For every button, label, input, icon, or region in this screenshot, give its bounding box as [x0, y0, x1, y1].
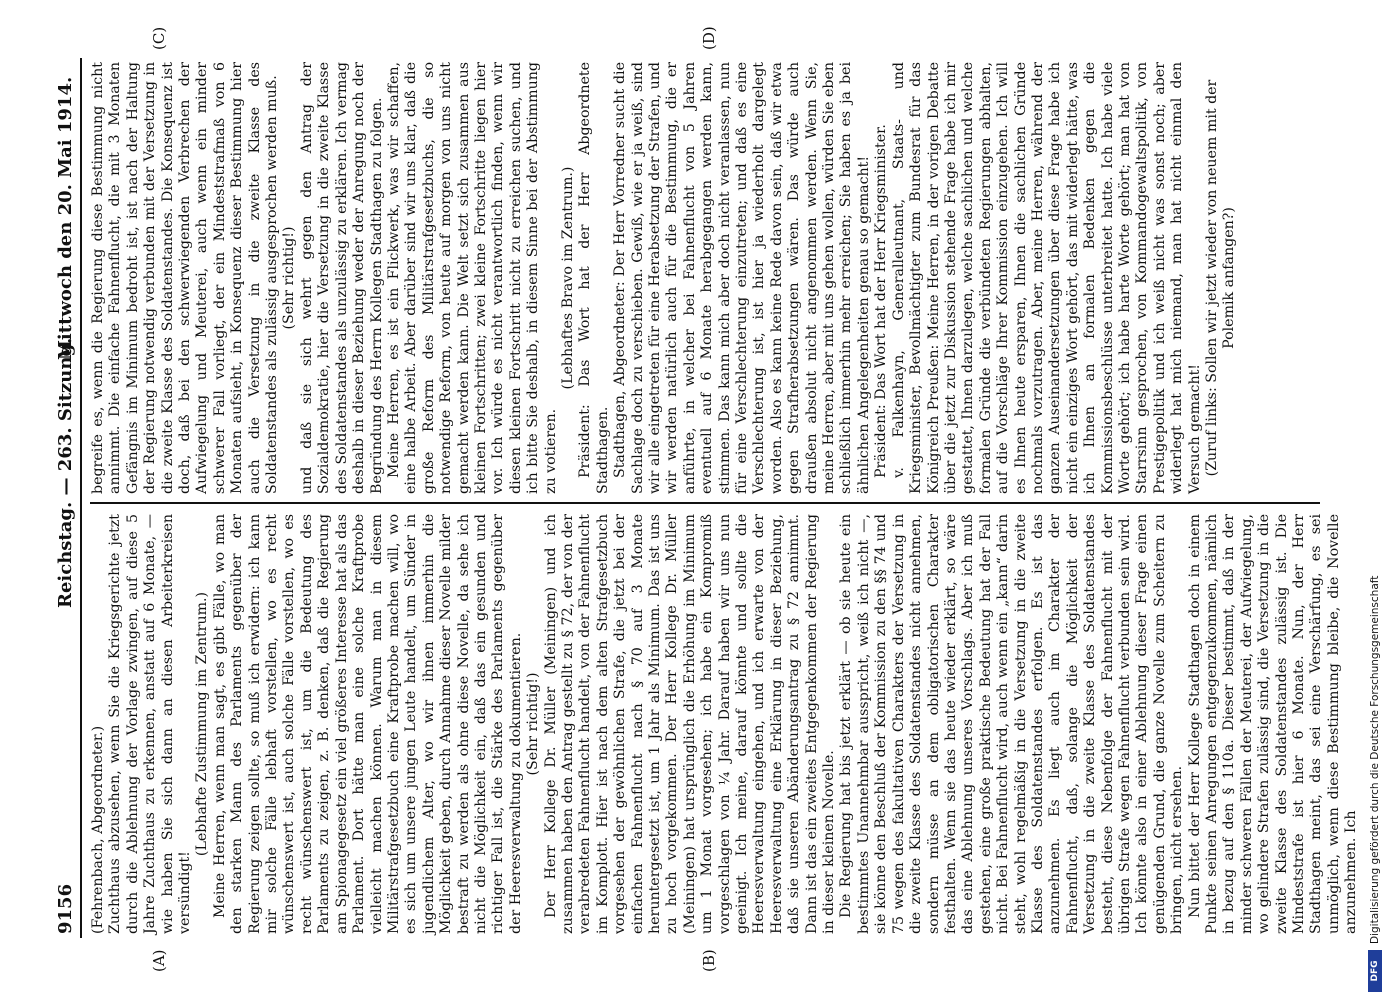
interjection: (Lebhaftes Bravo im Zentrum.)	[559, 166, 576, 390]
paragraph: Präsident: Das Wort hat der Herr Kriegsminister.	[873, 124, 890, 478]
margin-mark-d: (D)	[700, 26, 718, 50]
interjection: (Zuruf links: Sollen wir jetzt wieder von neuem mit der Polemik anfangen?)	[1204, 79, 1238, 477]
column-divider	[90, 502, 1320, 504]
page-header	[55, 0, 79, 1000]
margin-mark-c: (C)	[150, 26, 168, 50]
margin-mark-a: (A)	[150, 949, 168, 972]
paragraph: Präsident: Das Wort hat der Herr Abgeordnete Stadthagen.	[577, 62, 611, 494]
paragraph: Der Herr Kollege Dr. Müller (Meiningen) und ich zusammen haben den Antrag gestellt zu § 72, der von der verabredeten Fahnenflucht handelt, von der Fahnenflucht im Komplott. Hier ist nach dem alten Strafgesetzbuch vorgesehen der gewöhnlichen Strafe, die jetzt bei der einfachen Fahnenflucht nach § 70 auf 3 Monate heruntergesetzt ist, um 1 Jahr als Minimum. Das ist uns zu hoch vorgekommen. Der Herr Kollege Dr. Müller (Meiningen) hat ursprünglich die Erhöhung im Minimum um 1 Monat vorgesehen; ich habe ein Kompromiß vorgeschlagen von ¼ Jahr. Darauf haben wir uns nun geeinigt. Ich meine, darauf könnte und sollte die Heeresverwaltung eingehen, und ich erwarte von der Heeresverwaltung eine Erklärung in dieser Beziehung, daß sie unseren Abänderungsantrag zu § 72 annimmt. Dann ist das ein zweites Entgegenkommen der Regierung in dieser kleinen Novelle.	[542, 514, 838, 934]
paragraph: begreife es, wenn die Regierung diese Bestimmung nicht annimmt. Die einfache Fahnenflucht, die mit 3 Monaten Gefängnis im Minimum bedroht ist, ist nach der Haltung der Regierung notwendig verbunden mit der Versetzung in die zweite Klasse des Soldatenstandes. Die Konsequenz ist doch, daß bei den schwerwiegenden Verbrechen der Aufwiegelung und Meuterei, auch wenn ein minder schwerer Fall vorliegt, der ein Mindeststrafmaß von 6 Monaten aufsieht, in Konsequenz dieser Bestimmung hier auch die Versetzung in die zweite Klasse des Soldatenstandes als zulässig ausgesprochen werden muß.	[90, 62, 281, 494]
interjection: (Lebhafte Zustimmung im Zentrum.)	[194, 591, 211, 857]
digitization-note: Digitalisierung gefördert durch die Deutsche Forschungsgemeinschaft	[1369, 575, 1381, 944]
running-title: Reichstag. — 263. Sitzung.	[55, 337, 76, 608]
right-text-column	[90, 62, 1322, 494]
paragraph: Stadthagen, Abgeordneter: Der Herr Vorredner sucht die Sachlage doch zu verschieben. Gewiß, wie er ja weiß, sind wir alle eingetreten für eine Herabsetzung der Strafen, und wir werden natürlich auch für die Bestimmung, die er anführte, in welcher bei Fahnenflucht von 5 Jahren eventuell auf 6 Monate herabgegangen werden kann, stimmen. Das kann mich aber doch nicht veranlassen, nun für eine Verschlechterung einzutreten; und daß es eine Verschlechterung ist, ist hier ja wiederholt dargelegt worden. Also es kann keine Rede davon sein, daß wir etwa gegen Strafherabsetzungen wären. Das würde auch draußen absolut nicht angenommen werden. Wenn Sie, meine Herren, aber mit uns gehen wollen, würden Sie eben schließlich immerhin mehr erreichen; Sie haben es ja bei ähnlichen Angelegenheiten genau so gemacht!	[612, 62, 872, 494]
paragraph: Meine Herren, wenn man sagt, es gibt Fälle, wo man den starken Mann des Parlaments gegenüber der Regierung zeigen sollte, so muß ich erwidern: ich kann mir solche Fälle lebhaft vorstellen, wo es recht wünschenswert ist, auch solche Fälle vorstellen, wo es recht wünschenswert ist, um die Bedeutung des Parlaments zu zeigen, z. B. denken, daß die Regierung am Spionagegesetz ein viel größeres Interesse hat als das Parlament. Dort hätte man eine solche Kraftprobe vielleicht machen können. Warum man in diesem Militärstrafgesetzbuch eine Kraftprobe machen will, wo es sich um unsere jungen Leute handelt, um Sünder in jugendlichem Alter, wo wir ihnen immerhin die Möglichkeit geben, durch Annahme dieser Novelle milder bestraft zu werden als ohne diese Novelle, da sehe ich nicht die Möglichkeit ein, daß das ein gesunden und richtiger Fall ist, die Stärke des Parlaments gegenüber der Heeresverwaltung zu dokumentieren.	[211, 514, 524, 934]
paragraph: Nun bittet der Herr Kollege Stadthagen doch in einem Punkte seinen Anregungen entgegenzukommen, nämlich in bezug auf den § 110a. Dieser bestimmt, daß in der minder schweren Fällen der Meuterei, der Aufwiegelung, wo gelindere Strafen zulässig sind, die Versetzung in die zweite Klasse des Soldatenstandes zulässig ist. Die Mindeststrafe ist hier 6 Monate. Nun, der Herr Stadthagen meint, das sei eine Verschärfung, es sei unmöglich, wenn diese Bestimmung bleibe, die Novelle anzunehmen. Ich	[1186, 514, 1360, 934]
margin-mark-b: (B)	[700, 949, 718, 972]
paragraph: Zuchthaus abzusehen, wenn Sie die Kriegsgerichte jetzt durch die Ablehnung der Vorlage zwingen, auf diese 5 Jahre Zuchthaus zu erkennen, anstatt auf 6 Monate, — wie haben Sie sich dann an diesen Arbeiterkreisen versündigt!	[107, 514, 194, 934]
header-rule	[80, 58, 82, 938]
running-date: Mittwoch den 20. Mai 1914.	[55, 76, 76, 360]
interjection: (Sehr richtig!)	[281, 226, 298, 330]
speaker-note: (Fehrenbach, Abgeordneter.)	[90, 725, 106, 934]
paragraph: Die Regierung hat bis jetzt erklärt — ob sie heute ein bestimmtes Unannehmbar ausspricht, weiß ich nicht —, sie könne den Beschluß der Kommission zu den §§ 74 und 75 wegen des fakultativen Charakters der Versetzung in die zweite Klasse des Soldatenstandes nicht annehmen, sondern müsse an dem obligatorischen Charakter festhalten. Wenn sie das heute wieder erklärt, so wäre das eine Ablehnung unseres Vorschlags. Aber ich muß gestehen, eine große praktische Bedeutung hat der Fall nicht. Bei Fahnenflucht wird, auch wenn ein „kann“ darin steht, wohl regelmäßig in die Versetzung in die zweite Klasse des Soldatenstandes erfolgen. Es ist das anzunehmen. Es liegt auch im Charakter der Fahnenflucht, daß, solange die Möglichkeit der Versetzung in die zweite Klasse des Soldatenstandes besteht, diese Nebenfolge der Fahnenflucht mit der übrigen Strafe wegen Fahnenflucht verbunden sein wird. Ich könnte also in einer Ablehnung dieser Frage einen genügenden Grund, die ganze Novelle zum Scheitern zu bringen, nicht ersehen.	[838, 514, 1186, 934]
left-text-column	[90, 514, 1360, 934]
paragraph: v. Falkenhayn, Generalleutnant, Staats- und Kriegsminister, Bevollmächtigter zum Bundesrat für das Königreich Preußen: Meine Herren, in der vorigen Debatte über die jetzt zur Diskussion stehende Frage habe ich mir gestattet, Ihnen darzulegen, welche sachlichen und welche formalen Gründe die verbündeten Regierungen abhalten, auf die Vorschläge Ihrer Kommission einzugehen. Ich will es Ihnen heute ersparen, Ihnen die sachlichen Gründe nochmals vorzutragen. Aber, meine Herren, während der ganzen Auseinandersetzungen über diese Frage habe ich nicht ein einziges Wort gehört, das mit widerlegt hätte, was ich Ihnen an formalen Bedenken gegen die Kommissionsbeschlüsse unterbreitet hatte. Ich habe viele Worte gehört; ich habe harte Worte gehört; man hat von Starrsinn gesprochen, von Kommandogewaltspolitik, von Prestigepolitik und ich weiß nicht was sonst noch; aber widerlegt hat mich niemand, man hat nicht einmal den Versuch gemacht!	[890, 62, 1203, 494]
dfg-logo: DFG	[1368, 950, 1382, 992]
paragraph: Meine Herren, es ist ein Flickwerk, was wir schaffen, eine halbe Arbeit. Aber darüber sind wir uns klar, daß die große Reform des Militärstrafgesetzbuchs, die so notwendige Reform, von heute auf morgen von uns nicht gemacht werden kann. Die Welt setzt sich zusammen aus kleinen Fortschritten; zwei kleine Fortschritte liegen hier vor. Ich würde es nicht verantwortlich finden, wenn wir diesen kleinen Fortschritt nicht zu erreichen suchen, und ich bitte Sie deshalb, in diesem Sinne bei der Abstimmung zu votieren.	[385, 62, 559, 494]
interjection: (Sehr richtig!)	[525, 672, 542, 776]
paragraph: und daß sie sich wehrt gegen den Antrag der Sozialdemokratie, hier die Versetzung in die zweite Klasse des Soldatenstandes als unzulässig zu erklären. Ich vermag deshalb in dieser Beziehung weder der Anregung noch der Begründung des Herrn Kollegen Stadthagen zu folgen.	[298, 62, 385, 494]
page-number: 9156	[55, 883, 76, 934]
